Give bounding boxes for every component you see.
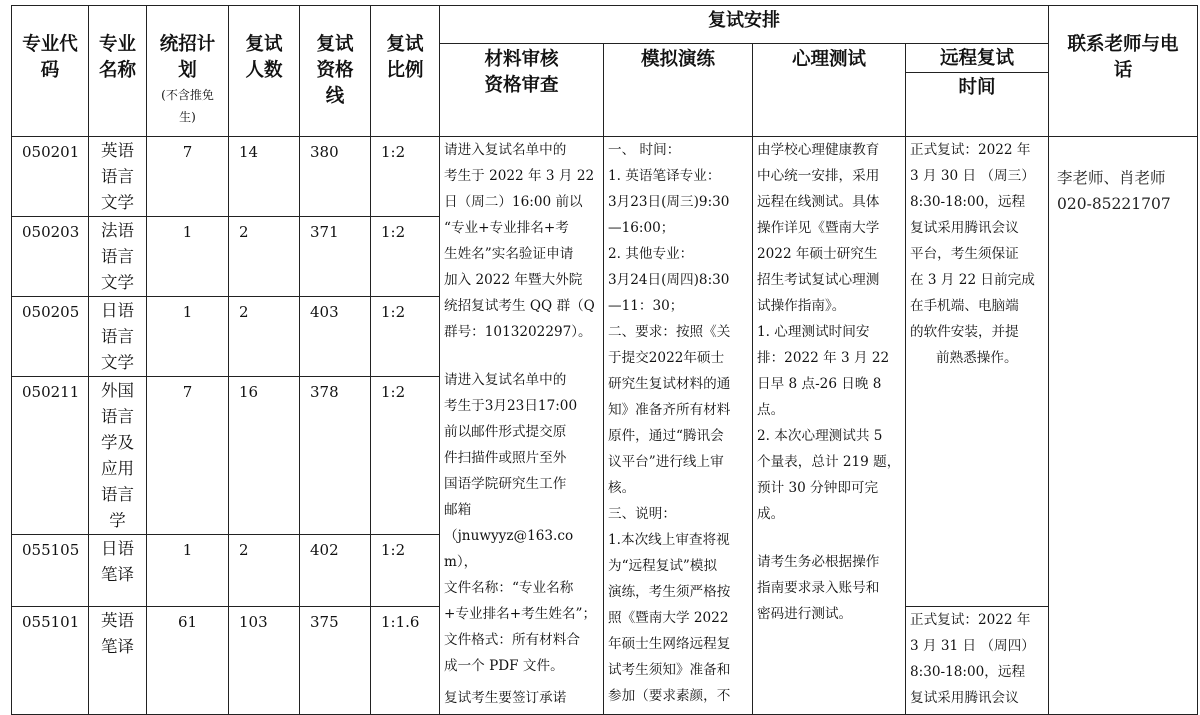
score-line: 402 (300, 535, 371, 607)
header-plan: 统招计 划 (不含推免 生) (147, 6, 229, 137)
reexam-count: 16 (229, 377, 300, 535)
ratio: 1:2 (371, 217, 440, 297)
header-material-review: 材料审核 资格审查 (440, 44, 604, 137)
major-code: 050203 (12, 217, 89, 297)
header-major-code: 专业代 码 (12, 6, 89, 137)
table-row (12, 137, 1198, 217)
ratio: 1:2 (371, 535, 440, 607)
header-arrangement-group: 复试安排 (440, 6, 1049, 44)
header-count: 复试 人数 (229, 6, 300, 137)
score-line: 371 (300, 217, 371, 297)
score-line: 375 (300, 607, 371, 715)
plan-count: 1 (147, 297, 229, 377)
header-psych-test: 心理测试 (753, 44, 906, 137)
score-line: 403 (300, 297, 371, 377)
material-review-cell: 请进入复试名单中的 考生于 2022 年 3 月 22 日（周二）16:00 前以 “专业+专业排名+考 生姓名”实名验证申请 加入 2022 年暨大外院 统招复试考生 QQ 群（Q 群号：1013202297）。 请进入复试名单中的 考生于3月23日17:00 前以邮件形式提交原 件扫描件或照片至外 国语学院研究生工作 邮箱 （jnuwyyz@163.com）， 文件名称：“专业名称 +专业排名+考生姓名”； 文件格式：所有材料合 成一个 PDF 文件。 复试考生要签订承诺 (440, 137, 604, 715)
major-name: 日语 笔译 (89, 535, 147, 607)
major-code: 050205 (12, 297, 89, 377)
psych-test-cell: 由学校心理健康教育 中心统一安排，采用 远程在线测试。具体 操作详见《暨南大学 2022 年硕士研究生 招生考试复试心理测 试操作指南》。 1. 心理测试时间安 排：2022 年 3 月 22 日早 8 点-26 日晚 8 点。 2. 本次心理测试共 5 个量表，总计 219 题， 预计 30 分钟即可完 成。 请考生务必根据操作 指南要求录入账号和 密码进行测试。 (753, 137, 906, 715)
major-code: 055105 (12, 535, 89, 607)
major-code: 050201 (12, 137, 89, 217)
header-mock-drill: 模拟演练 (604, 44, 753, 137)
email-address: （jnuwyyz@163.com）， (444, 528, 574, 570)
header-score-line: 复试 资格 线 (300, 6, 371, 137)
contact-cell (1049, 137, 1198, 715)
major-name: 英语 笔译 (89, 607, 147, 715)
ratio: 1:2 (371, 137, 440, 217)
major-name: 日语 语言 文学 (89, 297, 147, 377)
plan-count: 1 (147, 535, 229, 607)
reexam-schedule-table (11, 5, 1198, 715)
reexam-count: 103 (229, 607, 300, 715)
major-name: 英语 语言 文学 (89, 137, 147, 217)
mock-drill-cell: 一、 时间： 1. 英语笔译专业： 3月23日(周三)9:30 —16:00； 2. 其他专业： 3月24日(周四)8:30 —11：30； 二、要求：按照《关 于提交2022年硕士 研究生复试材料的通 知》准备齐所有材料 原件，通过“腾讯会 议平台”进行线上审 核。 三、说明： 1.本次线上审查将视 为“远程复试”模拟 演练，考生须严格按 照《暨南大学 2022 年硕士生网络远程复 试考生须知》准备和 参加（要求素颜，不 (604, 137, 753, 715)
header-remote-time: 远程复试 时间 (906, 44, 1049, 137)
header-ratio: 复试 比例 (371, 6, 440, 137)
major-code: 055101 (12, 607, 89, 715)
ratio: 1:2 (371, 297, 440, 377)
header-major-name: 专业 名称 (89, 6, 147, 137)
ratio: 1:2 (371, 377, 440, 535)
reexam-count: 2 (229, 217, 300, 297)
remote-time-cell-1: 正式复试：2022 年 3 月 30 日 （周三） 8:30-18:00，远程 复试采用腾讯会议 平台，考生须保证 在 3 月 22 日前完成 在手机端、电脑端 的软件安装，并提 前熟悉操作。 (906, 137, 1049, 607)
remote-time-cell-2: 正式复试：2022 年 3 月 31 日 （周四） 8:30-18:00，远程 复试采用腾讯会议 (906, 607, 1049, 715)
plan-count: 7 (147, 137, 229, 217)
contact-phone: 020-85221707 (1057, 195, 1171, 213)
plan-count: 61 (147, 607, 229, 715)
major-code: 050211 (12, 377, 89, 535)
reexam-count: 14 (229, 137, 300, 217)
score-line: 380 (300, 137, 371, 217)
plan-count: 7 (147, 377, 229, 535)
plan-count: 1 (147, 217, 229, 297)
score-line: 378 (300, 377, 371, 535)
header-contact: 联系老师与电 话 (1049, 6, 1198, 137)
major-name: 外国 语言 学及 应用 语言 学 (89, 377, 147, 535)
reexam-count: 2 (229, 297, 300, 377)
reexam-count: 2 (229, 535, 300, 607)
contact-teachers: 李老师、肖老师 (1057, 169, 1166, 187)
major-name: 法语 语言 文学 (89, 217, 147, 297)
ratio: 1:1.6 (371, 607, 440, 715)
